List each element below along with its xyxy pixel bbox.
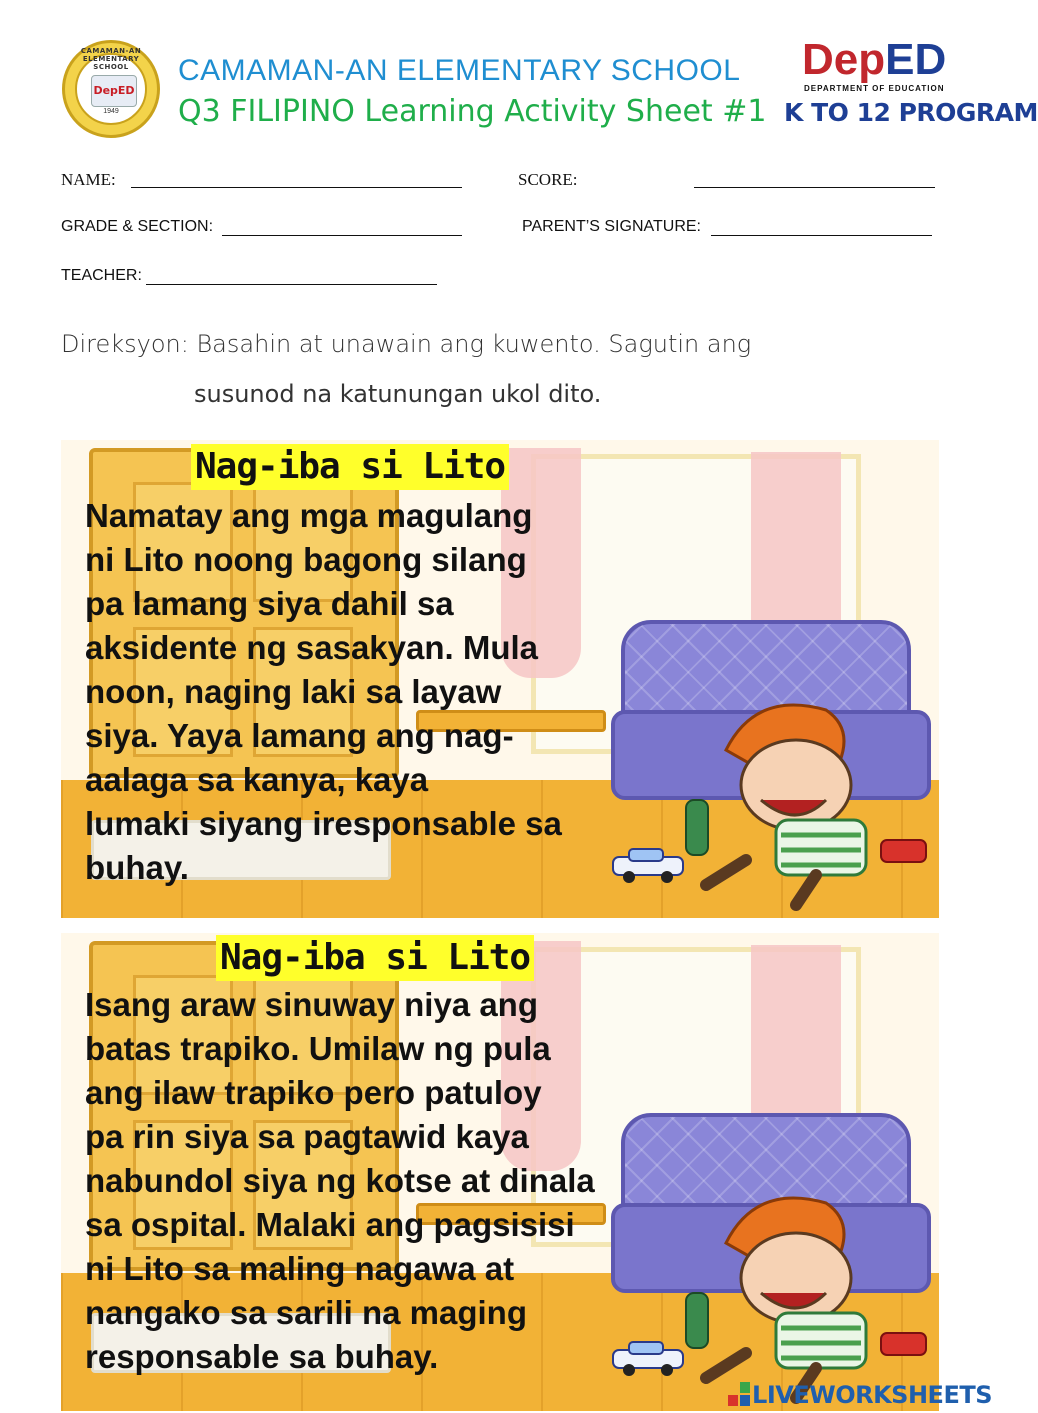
score-label: SCORE: <box>518 170 578 189</box>
name-field[interactable] <box>131 187 462 188</box>
story-title-2: Nag-iba si Lito <box>216 935 534 981</box>
liveworksheets-watermark[interactable] <box>728 1381 992 1409</box>
directions-line-1: Direksyon: Basahin at unawain ang kuwento. Sagutin ang <box>61 330 752 358</box>
story-text-1: Namatay ang mga magulang ni Lito noong bagong silang pa lamang siya dahil sa aksidente ng sasakyan. Mula noon, naging laki sa layaw siya. Yaya lamang ang nag- aalaga sa kanya, kaya lumaki siyang iresponsable sa buhay. <box>85 497 562 886</box>
school-seal <box>62 40 160 138</box>
story-panel-2 <box>61 933 939 1411</box>
crying-boy-illustration <box>666 1183 936 1403</box>
seal-ring-text: CAMAMAN-AN ELEMENTARY SCHOOL <box>80 47 142 71</box>
sheet-title: Q3 FILIPINO Learning Activity Sheet #1 <box>178 94 767 129</box>
deped-logo-part1: Dep <box>802 35 886 84</box>
seal-deped-mark: DepED <box>91 75 137 107</box>
deped-logo <box>802 35 947 84</box>
directions-line-2: susunod na katunungan ukol dito. <box>194 380 602 408</box>
liveworksheets-logo-icon <box>728 1382 750 1406</box>
crying-boy-illustration <box>666 690 936 910</box>
watermark-text: LIVEWORKSHEETS <box>752 1381 992 1409</box>
toy-police-car-icon <box>609 845 689 885</box>
parent-signature-field[interactable] <box>711 235 932 236</box>
k12-program: K TO 12 PROGRAM <box>784 98 1038 127</box>
teacher-label: TEACHER: <box>61 267 142 284</box>
story-text-2: Isang araw sinuway niya ang batas trapiko. Umilaw ng pula ang ilaw trapiko pero patuloy pa rin siya sa pagtawid kaya nabundol siya ng kotse at dinala sa ospital. Malaki ang pagsisisi ni Lito sa maling nagawa at nangako sa sarili na maging responsable sa buhay. <box>85 986 595 1375</box>
parent-signature-label: PARENT’S SIGNATURE: <box>522 218 701 235</box>
name-label: NAME: <box>61 170 116 189</box>
story-title-1: Nag-iba si Lito <box>191 444 509 490</box>
grade-section-field[interactable] <box>222 235 462 236</box>
seal-year: 1949 <box>103 108 119 115</box>
story-panel-1 <box>61 440 939 918</box>
teacher-field[interactable] <box>146 284 437 285</box>
deped-subtitle: DEPARTMENT OF EDUCATION <box>804 84 945 93</box>
score-field[interactable] <box>694 187 935 188</box>
toy-police-car-icon <box>609 1338 689 1378</box>
school-name: CAMAMAN-AN ELEMENTARY SCHOOL <box>178 54 741 87</box>
deped-logo-part2: ED <box>885 35 947 84</box>
grade-section-label: GRADE & SECTION: <box>61 218 214 235</box>
